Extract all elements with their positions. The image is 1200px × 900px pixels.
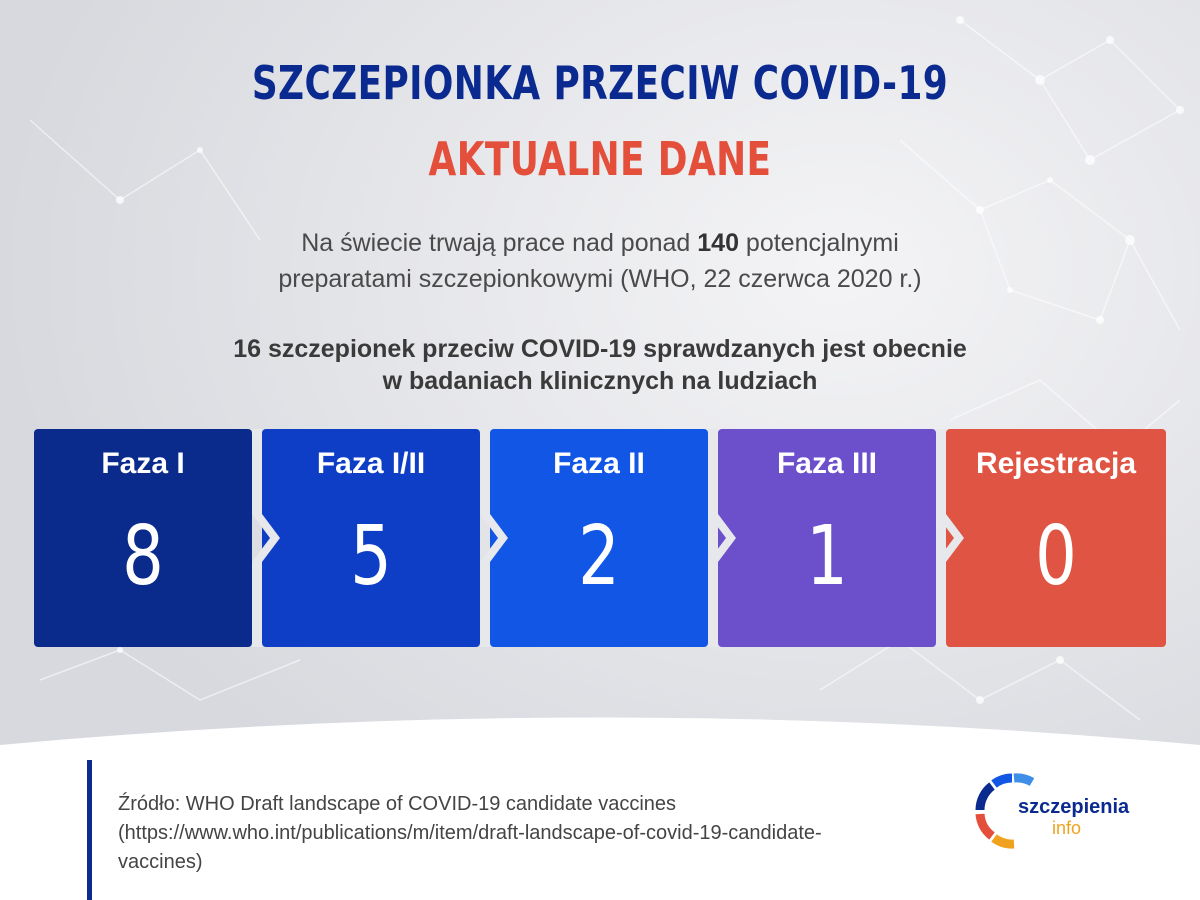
clinical-line-1: 16 szczepionek przeciw COVID-19 sprawdzanych jest obecnie	[233, 335, 967, 363]
phase-count: 8	[122, 509, 164, 604]
phase-card-1	[34, 429, 252, 647]
intro-line-1	[0, 225, 1200, 261]
logo-text: szczepienia	[1018, 796, 1130, 818]
page-subtitle: AKTUALNE DANE	[428, 132, 772, 186]
phases-row	[34, 429, 1166, 647]
page-title: SZCZEPIONKA PRZECIW COVID-19	[251, 56, 949, 110]
phase-count: 1	[806, 509, 848, 604]
phase-label: Faza I/II	[316, 447, 426, 480]
phase-count: 2	[578, 509, 620, 604]
phase-card-4	[718, 429, 936, 647]
source-line-3: vaccines)	[118, 851, 203, 873]
phase-count: 5	[350, 509, 392, 604]
clinical-line-2: w badaniach klinicznych na ludziach	[382, 367, 818, 395]
phase-card-5	[946, 429, 1166, 647]
intro-line-1-before: Na świecie trwają prace nad ponad	[301, 229, 698, 257]
phase-count: 0	[1035, 509, 1077, 604]
phase-label: Faza I	[101, 447, 185, 480]
source-line-1: Źródło: WHO Draft landscape of COVID-19 candidate vaccines	[118, 793, 677, 815]
source-line-2: (https://www.who.int/publications/m/item/draft-landscape-of-covid-19-candidate-	[118, 822, 822, 844]
intro-line-1-after: potencjalnymi	[738, 229, 899, 257]
source-note	[118, 790, 938, 877]
logo-subtext: info	[1052, 818, 1082, 838]
phase-card-2	[262, 429, 480, 647]
intro-count: 140	[697, 229, 739, 257]
intro-text	[0, 225, 1200, 297]
source-accent-bar	[87, 760, 92, 900]
intro-line-2: preparatami szczepionkowymi (WHO, 22 czerwca 2020 r.)	[278, 265, 922, 293]
phase-label: Rejestracja	[975, 447, 1137, 480]
phase-label: Faza II	[553, 447, 645, 480]
phase-card-3	[490, 429, 708, 647]
clinical-heading	[0, 333, 1200, 397]
phase-label: Faza III	[776, 447, 878, 480]
